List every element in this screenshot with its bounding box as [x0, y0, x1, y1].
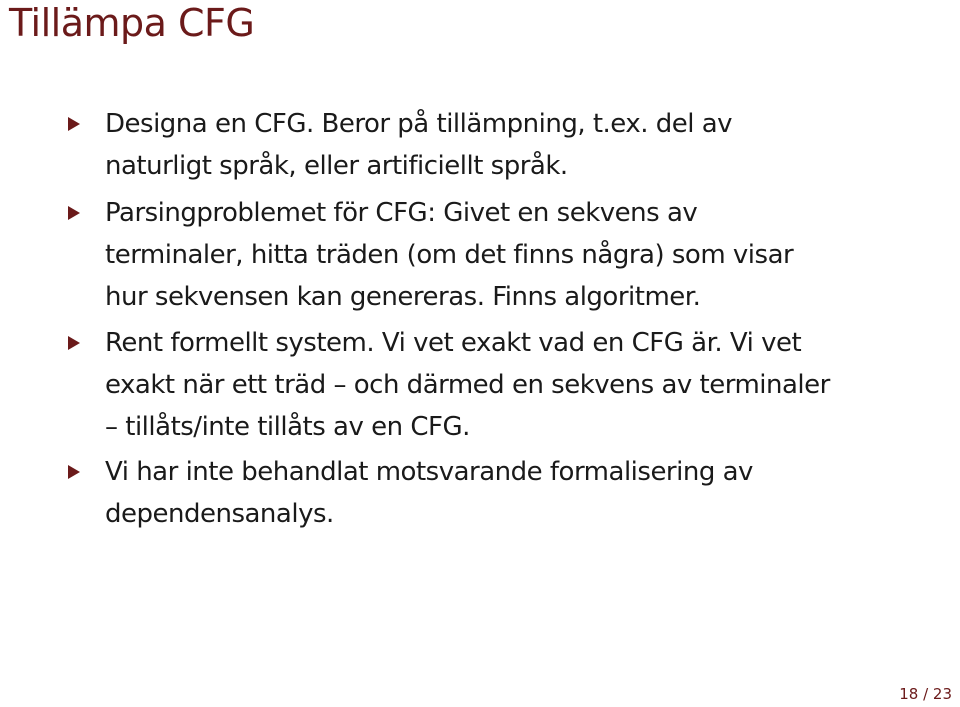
slide-title: Tillämpa CFG [9, 1, 255, 45]
bullet-text [105, 192, 905, 318]
bullet-line: hur sekvensen kan genereras. Finns algoritmer. [105, 282, 701, 312]
triangle-right-icon [68, 465, 80, 479]
bullet-line: – tillåts/inte tillåts av en CFG. [105, 412, 470, 442]
bullet-text [105, 322, 905, 448]
bullet-text [105, 451, 905, 535]
bullet-line: Parsingproblemet för CFG: Givet en sekvens av [105, 198, 698, 228]
bullet-text [105, 103, 905, 187]
bullet-line: naturligt språk, eller artificiellt språk. [105, 151, 568, 181]
bullet-line: Vi har inte behandlat motsvarande formalisering av [105, 457, 753, 487]
bullet-line: exakt när ett träd – och därmed en sekvens av terminaler [105, 370, 830, 400]
triangle-right-icon [68, 206, 80, 220]
triangle-right-icon [68, 336, 80, 350]
page-number: 18 / 23 [899, 685, 952, 703]
bullet-line: Rent formellt system. Vi vet exakt vad en CFG är. Vi vet [105, 328, 802, 358]
triangle-right-icon [68, 117, 80, 131]
bullet-line: Designa en CFG. Beror på tillämpning, t.ex. del av [105, 109, 733, 139]
bullet-line: dependensanalys. [105, 499, 334, 529]
bullet-line: terminaler, hitta träden (om det finns några) som visar [105, 240, 794, 270]
